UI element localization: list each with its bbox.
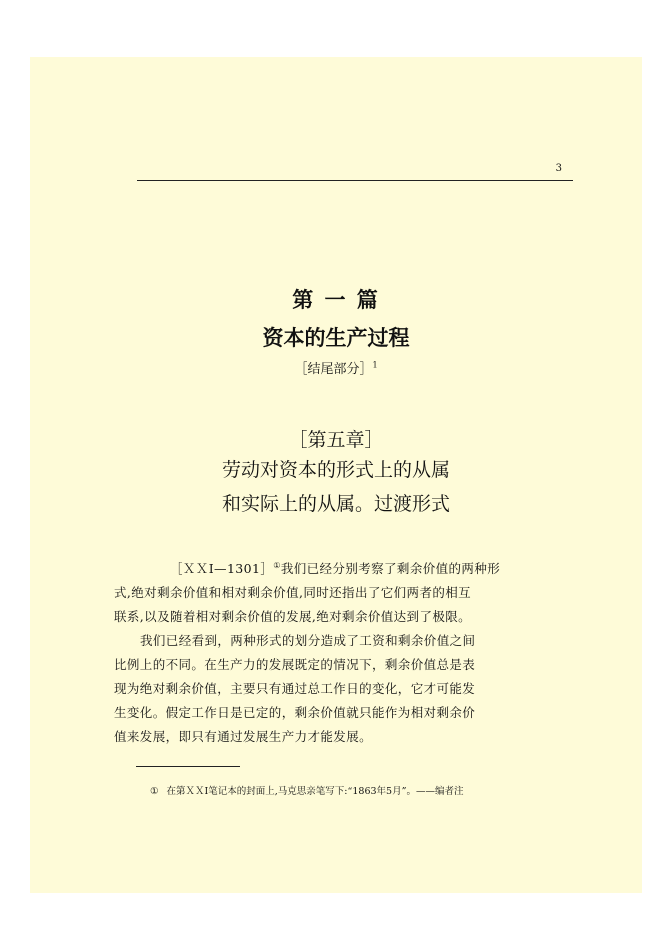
header-rule (137, 180, 573, 181)
part-title: 第 一 篇 (292, 288, 380, 312)
part-subtitle: 资本的生产过程 (262, 326, 410, 350)
paragraph-2-line-5: 值来发展，即只有通过发展生产力才能发展。 (114, 729, 373, 744)
paragraph-2-line-4: 生变化。假定工作日是已定的，剩余价值就只能作为相对剩余价 (114, 705, 476, 720)
book-page (30, 57, 642, 893)
paragraph-2-line-1: 我们已经看到，两种形式的划分造成了工资和剩余价值之间 (140, 633, 476, 648)
chapter-number: ［第五章］ (288, 429, 384, 451)
paragraph-2-line-3: 现为绝对剩余价值，主要只有通过总工作日的变化，它才可能发 (114, 681, 476, 696)
page-number: 3 (555, 163, 562, 174)
footnote-rule (136, 766, 240, 767)
manuscript-page-marker: ［ＸＸⅠ—1301］ (170, 561, 274, 576)
footnote-marker: ① (150, 786, 159, 797)
chapter-title-line-1: 劳动对资本的形式上的从属 (221, 459, 450, 481)
paragraph-1-line-1 (170, 560, 500, 578)
paragraph-1-line-2: 式,绝对剩余价值和相对剩余价值,同时还指出了它们两者的相互 (114, 585, 472, 600)
paragraph-1-text-1: 我们已经分别考察了剩余价值的两种形 (280, 561, 501, 576)
chapter-title-line-2: 和实际上的从属。过渡形式 (221, 493, 450, 515)
footnote-text: 在第ＸＸⅠ笔记本的封面上,马克思亲笔写下:“1863年5月”。——编者注 (166, 786, 464, 797)
part-note-text: ［结尾部分］ (294, 362, 373, 377)
paragraph-1-line-3: 联系,以及随着相对剩余价值的发展,绝对剩余价值达到了极限。 (114, 609, 472, 624)
footnote-reference: ① (273, 560, 281, 570)
footnote (150, 785, 463, 799)
paragraph-2-line-2: 比例上的不同。在生产力的发展既定的情况下，剩余价值总是表 (114, 657, 476, 672)
part-note (30, 361, 642, 379)
part-note-footnote-marker: 1 (372, 360, 378, 370)
